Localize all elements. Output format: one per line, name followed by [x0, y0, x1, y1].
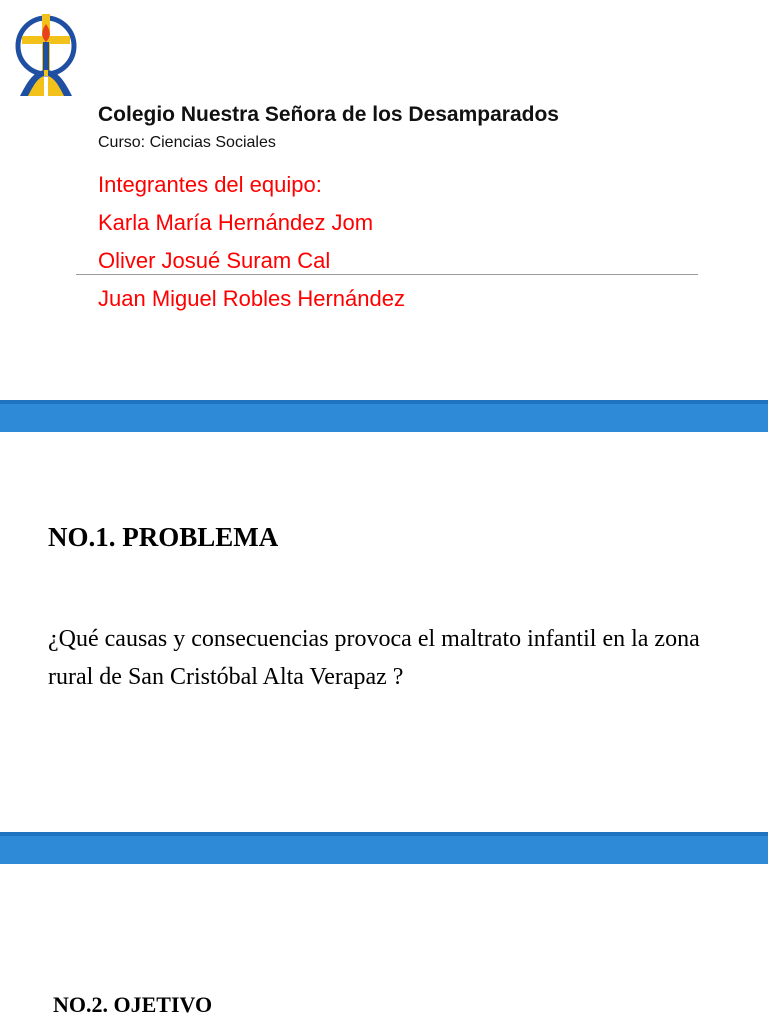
- problem-question: ¿Qué causas y consecuencias provoca el maltrato infantil en la zona rural de San Cristóbal Alta Verapaz ?: [48, 626, 700, 690]
- header-divider: [76, 274, 698, 275]
- section-divider-band: [0, 400, 768, 432]
- course-label: Curso: Ciencias Sociales: [98, 134, 276, 151]
- section-title-objetivo: NO.2. OJETIVO: [53, 992, 213, 1017]
- school-crest-torch-cross-icon: [14, 10, 78, 98]
- team-member: Oliver Josué Suram Cal: [98, 248, 331, 273]
- team-heading: Integrantes del equipo:: [98, 172, 322, 197]
- school-crest-logo: [14, 10, 78, 98]
- team-member: Juan Miguel Robles Hernández: [98, 286, 405, 311]
- school-name: Colegio Nuestra Señora de los Desamparados: [98, 103, 559, 126]
- section-divider-band: [0, 832, 768, 864]
- team-member: Karla María Hernández Jom: [98, 210, 374, 235]
- team-list: [98, 166, 405, 318]
- section-title-problema: NO.1. PROBLEMA: [48, 522, 279, 552]
